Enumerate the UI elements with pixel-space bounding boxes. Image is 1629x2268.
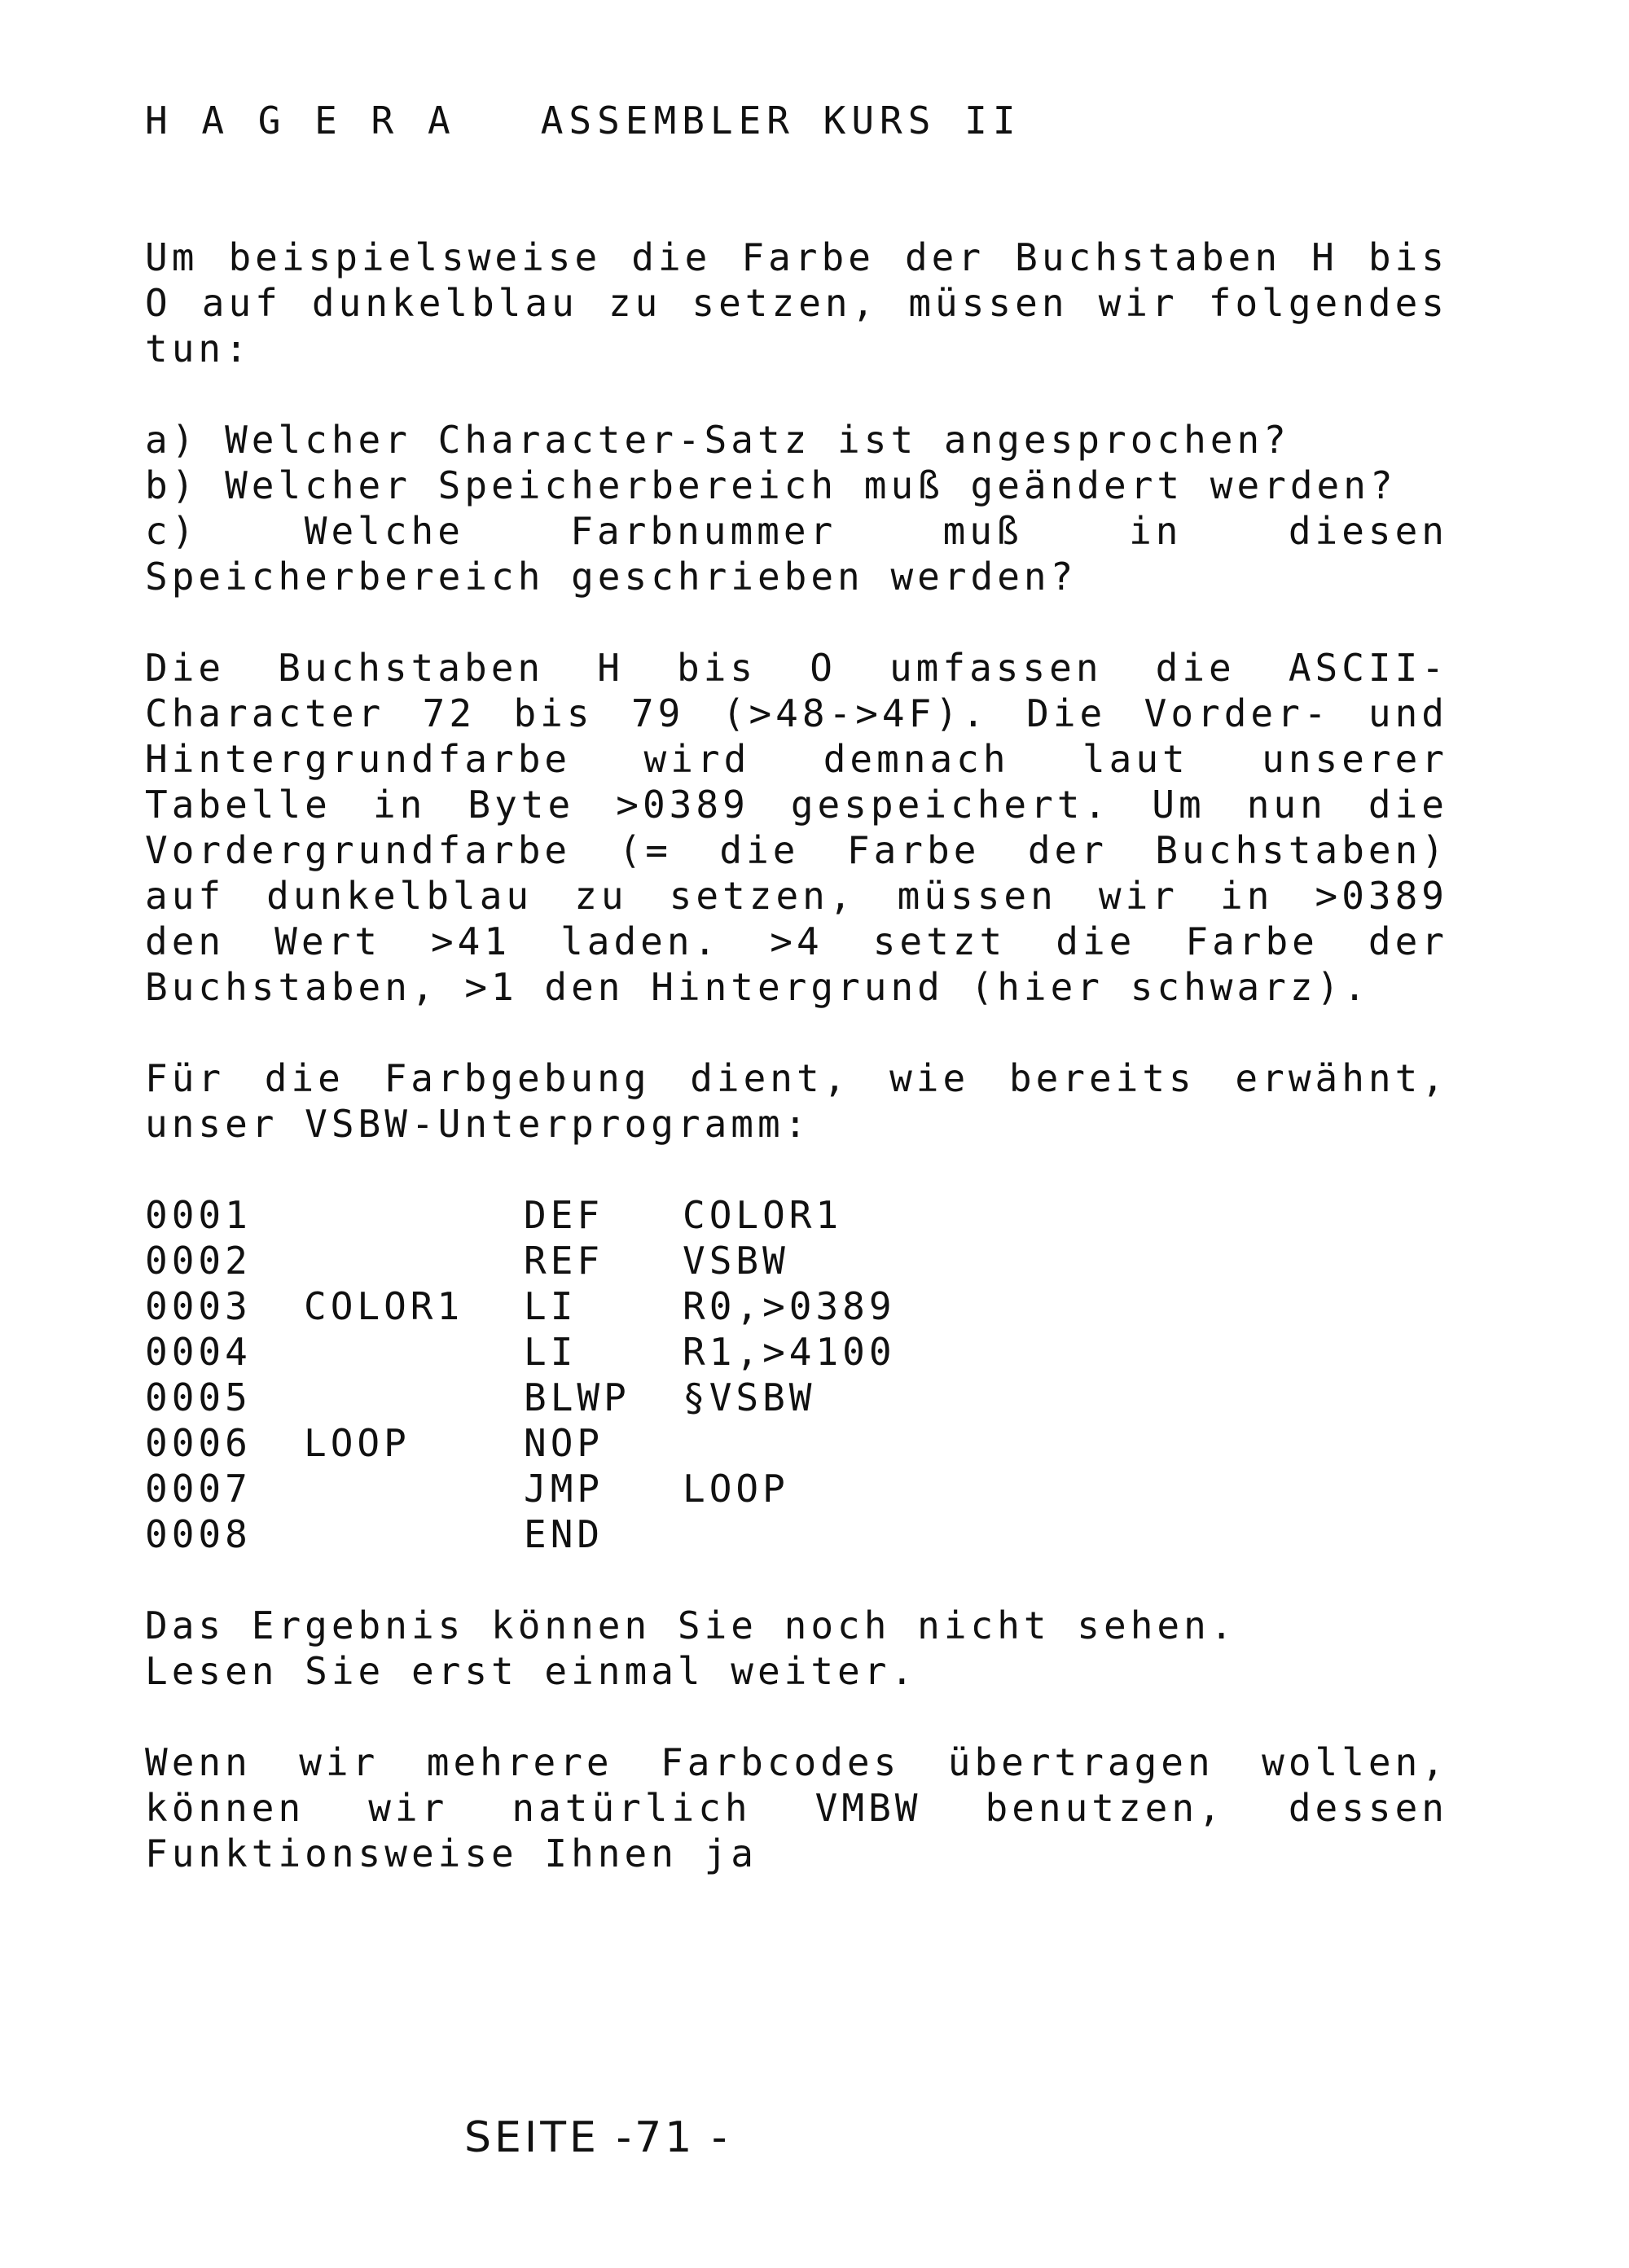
vsbw-intro-paragraph: Für die Farbgebung dient, wie bereits erwähnt, unser VSBW-Unterprogramm: bbox=[145, 1056, 1448, 1146]
code-label bbox=[304, 1375, 524, 1420]
code-operand: §VSBW bbox=[683, 1375, 816, 1419]
code-opcode: JMP bbox=[524, 1467, 604, 1511]
code-opcode: NOP bbox=[524, 1421, 604, 1465]
code-row bbox=[145, 1192, 1448, 1238]
result-line-1: Das Ergebnis können Sie noch nicht sehen. bbox=[145, 1603, 1237, 1647]
code-row bbox=[145, 1375, 1448, 1420]
code-row bbox=[145, 1238, 1448, 1283]
code-operand: LOOP bbox=[683, 1467, 789, 1511]
code-operand: COLOR1 bbox=[683, 1193, 843, 1237]
code-row bbox=[145, 1283, 1448, 1329]
code-label bbox=[304, 1329, 524, 1375]
code-operand: R0,>0389 bbox=[683, 1284, 896, 1328]
code-label bbox=[304, 1466, 524, 1511]
question-item-c: c) Welche Farbnummer muß in diesen Speicherbereich geschrieben werden? bbox=[145, 509, 1448, 599]
code-opcode: DEF bbox=[524, 1193, 604, 1237]
code-label: COLOR1 bbox=[304, 1284, 464, 1328]
code-opcode: REF bbox=[524, 1239, 604, 1283]
explanation-paragraph: Die Buchstaben H bis O umfassen die ASCII-Character 72 bis 79 (>48->4F). Die Vorder- und Hintergrundfarbe wird demnach laut unserer Tabelle in Byte >0389 gespeichert. Um nun die Vordergrundfarbe (= die Farbe der Buchstaben) auf dunkelblau zu setzen, müssen wir in >0389 den Wert >41 laden. >4 setzt die Farbe der Buchstaben, >1 den Hintergrund (hier schwarz). bbox=[145, 646, 1448, 1009]
code-line-number: 0003 bbox=[145, 1284, 252, 1328]
question-item-b: b) Welcher Speicherbereich muß geändert werden? bbox=[145, 463, 1397, 507]
code-line-number: 0005 bbox=[145, 1375, 252, 1419]
code-opcode: LI bbox=[524, 1330, 577, 1374]
code-row bbox=[145, 1420, 1448, 1466]
result-note bbox=[145, 1603, 1448, 1694]
code-label: LOOP bbox=[304, 1421, 411, 1465]
code-line-number: 0002 bbox=[145, 1239, 252, 1283]
code-row bbox=[145, 1511, 1448, 1557]
code-row bbox=[145, 1329, 1448, 1375]
code-line-number: 0007 bbox=[145, 1467, 252, 1511]
vmbw-paragraph: Wenn wir mehrere Farbcodes übertragen wollen, können wir natürlich VMBW benutzen, dessen Funktionsweise Ihnen ja bbox=[145, 1740, 1448, 1875]
page-header: H A G E R A ASSEMBLER KURS II bbox=[145, 99, 1021, 143]
page-number: SEITE -71 - bbox=[464, 2113, 731, 2162]
assembler-listing bbox=[145, 1192, 1448, 1557]
code-operand: VSBW bbox=[683, 1239, 789, 1283]
question-list bbox=[145, 417, 1448, 599]
code-line-number: 0001 bbox=[145, 1193, 252, 1237]
code-opcode: LI bbox=[524, 1284, 577, 1328]
code-line-number: 0004 bbox=[145, 1330, 252, 1374]
document-page bbox=[145, 98, 1448, 1876]
code-opcode: BLWP bbox=[524, 1375, 630, 1419]
code-label bbox=[304, 1238, 524, 1283]
code-operand: R1,>4100 bbox=[683, 1330, 896, 1374]
code-label bbox=[304, 1511, 524, 1557]
code-label bbox=[304, 1192, 524, 1238]
code-line-number: 0006 bbox=[145, 1421, 252, 1465]
result-line-2: Lesen Sie erst einmal weiter. bbox=[145, 1649, 918, 1693]
code-line-number: 0008 bbox=[145, 1512, 252, 1556]
question-item-a: a) Welcher Character-Satz ist angesprochen? bbox=[145, 418, 1290, 462]
code-opcode: END bbox=[524, 1512, 604, 1556]
intro-paragraph: Um beispielsweise die Farbe der Buchstaben H bis O auf dunkelblau zu setzen, müssen wir folgendes tun: bbox=[145, 235, 1448, 371]
code-row bbox=[145, 1466, 1448, 1511]
